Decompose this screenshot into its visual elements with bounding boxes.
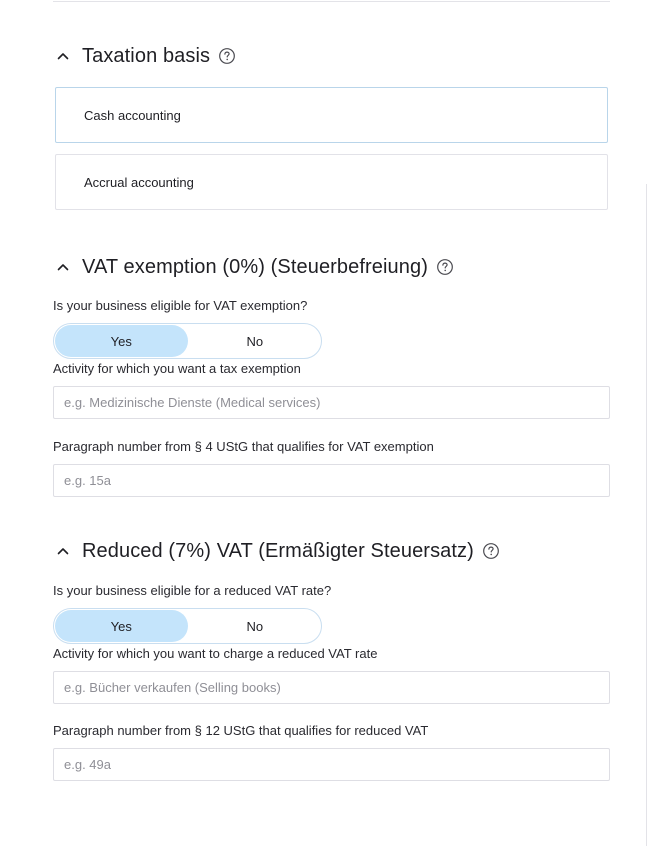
- help-circle-icon[interactable]: [482, 542, 500, 560]
- accrual-accounting-label: Accrual accounting: [84, 174, 194, 190]
- chevron-up-icon[interactable]: [55, 543, 71, 559]
- cash-accounting-option[interactable]: [55, 87, 608, 143]
- vat-exemption-toggle[interactable]: [53, 323, 322, 359]
- cash-accounting-label: Cash accounting: [84, 107, 181, 123]
- chevron-up-icon[interactable]: [55, 259, 71, 275]
- chevron-up-icon[interactable]: [55, 48, 71, 64]
- exemption-paragraph-input[interactable]: [53, 464, 610, 497]
- reduced-paragraph-label: Paragraph number from § 12 UStG that qualifies for reduced VAT: [53, 723, 429, 738]
- exemption-activity-label: Activity for which you want a tax exemption: [53, 361, 301, 376]
- vat-exemption-no-button[interactable]: No: [246, 333, 264, 349]
- help-circle-icon[interactable]: [218, 47, 236, 65]
- vat-exemption-yes-button[interactable]: Yes: [55, 325, 188, 357]
- taxation-basis-title: Taxation basis: [82, 44, 211, 67]
- reduced-vat-title: Reduced (7%) VAT (Ermäßigter Steuersatz): [82, 539, 474, 562]
- reduced-vat-question: Is your business eligible for a reduced VAT rate?: [53, 583, 332, 598]
- help-circle-icon[interactable]: [436, 258, 454, 276]
- reduced-vat-header[interactable]: [55, 538, 500, 564]
- vat-exemption-title: VAT exemption (0%) (Steuerbefreiung): [82, 255, 428, 278]
- exemption-paragraph-label: Paragraph number from § 4 UStG that qualifies for VAT exemption: [53, 439, 434, 454]
- reduced-paragraph-input[interactable]: [53, 748, 610, 781]
- exemption-activity-input[interactable]: [53, 386, 610, 419]
- reduced-vat-no-button[interactable]: No: [246, 618, 264, 634]
- taxation-basis-header[interactable]: [55, 43, 236, 69]
- accrual-accounting-option[interactable]: [55, 154, 608, 210]
- reduced-vat-toggle[interactable]: [53, 608, 322, 644]
- reduced-activity-label: Activity for which you want to charge a reduced VAT rate: [53, 646, 378, 661]
- vat-exemption-header[interactable]: [55, 254, 454, 280]
- reduced-vat-yes-button[interactable]: Yes: [55, 610, 188, 642]
- reduced-activity-input[interactable]: [53, 671, 610, 704]
- vat-exemption-question: Is your business eligible for VAT exemption?: [53, 298, 308, 313]
- top-divider: [53, 0, 610, 2]
